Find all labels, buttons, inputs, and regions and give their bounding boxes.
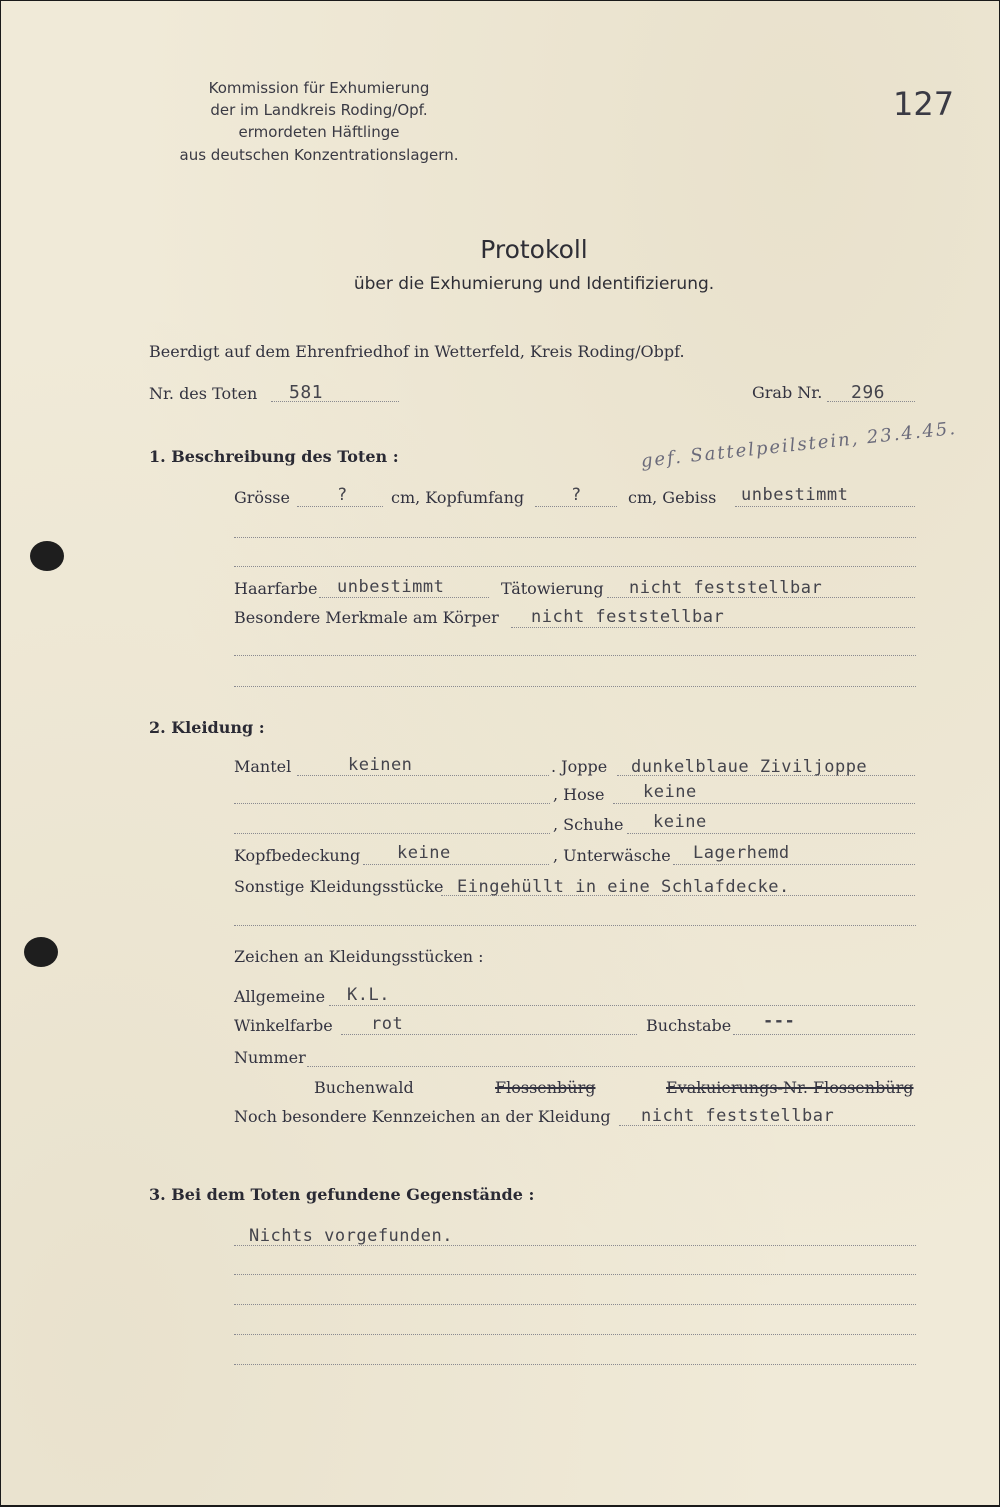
body-marks-value: nicht feststellbar (531, 607, 725, 627)
teeth-value: unbestimmt (741, 485, 849, 505)
other-clothing-value: Eingehüllt in eine Schlafdecke. (457, 877, 790, 897)
burial-place: Beerdigt auf dem Ehrenfriedhof in Wetterfeld, Kreis Roding/Obpf. (149, 342, 685, 361)
height-line (297, 506, 383, 507)
dead-number-label: Nr. des Toten (149, 384, 258, 403)
angle-color-line (341, 1034, 637, 1035)
head-label: cm, Kopfumfang (391, 488, 525, 507)
body-marks-label: Besondere Merkmale am Körper (234, 608, 499, 627)
body-marks-line (511, 627, 915, 628)
general-mark-label: Allgemeine (234, 987, 326, 1006)
coat-label: Mantel (234, 757, 292, 776)
letter-label: Buchstabe (646, 1016, 732, 1035)
dead-number-value: 581 (289, 382, 324, 403)
hair-value: unbestimmt (337, 577, 445, 597)
teeth-label: cm, Gebiss (628, 488, 717, 507)
angle-color-value: rot (371, 1014, 404, 1034)
other-clothing-label: Sonstige Kleidungsstücke (234, 877, 444, 896)
page-subtitle: über die Exhumierung und Identifizierung. (353, 274, 715, 294)
height-value: ? (337, 485, 348, 505)
header-line-1: Kommission für Exhumierung (208, 79, 430, 97)
section2-blank-line (234, 925, 916, 926)
grave-number-value: 296 (851, 382, 886, 403)
head-value: ? (571, 485, 582, 505)
punch-hole-bottom (24, 937, 58, 967)
coat-value: keinen (348, 755, 413, 775)
headwear-line (363, 864, 549, 865)
camp-flossenburg-struck: Flossenbürg (495, 1078, 596, 1097)
shoes-value: keine (653, 812, 707, 832)
section3-line-4 (234, 1334, 916, 1335)
jacket-label: . Joppe (551, 757, 608, 776)
hair-line (319, 597, 489, 598)
headwear-value: keine (397, 843, 451, 863)
handwritten-note: gef. Sattelpeilstein, 23.4.45. (639, 417, 958, 472)
header-line-3: ermordeten Häftlinge (238, 123, 400, 141)
section3-line-3 (234, 1304, 916, 1305)
tattoo-value: nicht feststellbar (629, 578, 823, 598)
section3-heading: 3. Bei dem Toten gefundene Gegenstände : (149, 1185, 535, 1204)
extra-marks-value: nicht feststellbar (641, 1106, 835, 1126)
section3-line-5 (234, 1364, 916, 1365)
underwear-value: Lagerhemd (693, 843, 790, 863)
teeth-line (735, 506, 915, 507)
page-title: Protokoll (480, 235, 588, 264)
tattoo-label: Tätowierung (501, 579, 604, 598)
jacket-value: dunkelblaue Ziviljoppe (631, 757, 868, 777)
shoes-line (627, 833, 915, 834)
grave-number-label: Grab Nr. (752, 383, 823, 402)
number-line (307, 1066, 915, 1067)
page-number: 127 (893, 85, 955, 123)
camp-evacuation-number-struck: Evakuierungs-Nr. Flossenbürg (666, 1078, 914, 1097)
trousers-label: , Hose (553, 785, 605, 804)
section1-heading: 1. Beschreibung des Toten : (149, 447, 399, 466)
trousers-value: keine (643, 782, 697, 802)
punch-hole-top (30, 541, 64, 571)
extra-marks-label: Noch besondere Kennzeichen an der Kleidung (234, 1107, 611, 1126)
section1-blank-line-1 (234, 537, 916, 538)
camp-buchenwald: Buchenwald (314, 1078, 414, 1097)
angle-color-label: Winkelfarbe (234, 1016, 333, 1035)
hair-label: Haarfarbe (234, 579, 318, 598)
header-line-4: aus deutschen Konzentrationslagern. (179, 146, 459, 164)
document-page (1, 1, 999, 1505)
section1-blank-line-3 (234, 655, 916, 656)
height-label: Grösse (234, 488, 290, 507)
coat-line (297, 775, 549, 776)
section3-value: Nichts vorgefunden. (249, 1226, 453, 1246)
general-mark-line (329, 1005, 915, 1006)
clothing-marks-heading: Zeichen an Kleidungsstücken : (234, 947, 484, 966)
underwear-label: , Unterwäsche (553, 846, 671, 865)
section1-blank-line-4 (234, 686, 916, 687)
underwear-line (673, 864, 915, 865)
head-line (535, 506, 617, 507)
trousers-left-line (234, 803, 550, 804)
shoes-label: , Schuhe (553, 815, 624, 834)
header-line-2: der im Landkreis Roding/Opf. (210, 101, 428, 119)
general-mark-value: K.L. (347, 985, 390, 1005)
section1-blank-line-2 (234, 566, 916, 567)
section3-line-2 (234, 1274, 916, 1275)
number-label: Nummer (234, 1048, 306, 1067)
shoes-left-line (234, 833, 550, 834)
letter-value: --- (763, 1011, 796, 1031)
trousers-line (613, 803, 915, 804)
headwear-label: Kopfbedeckung (234, 846, 361, 865)
letter-line (733, 1034, 915, 1035)
section2-heading: 2. Kleidung : (149, 718, 265, 737)
